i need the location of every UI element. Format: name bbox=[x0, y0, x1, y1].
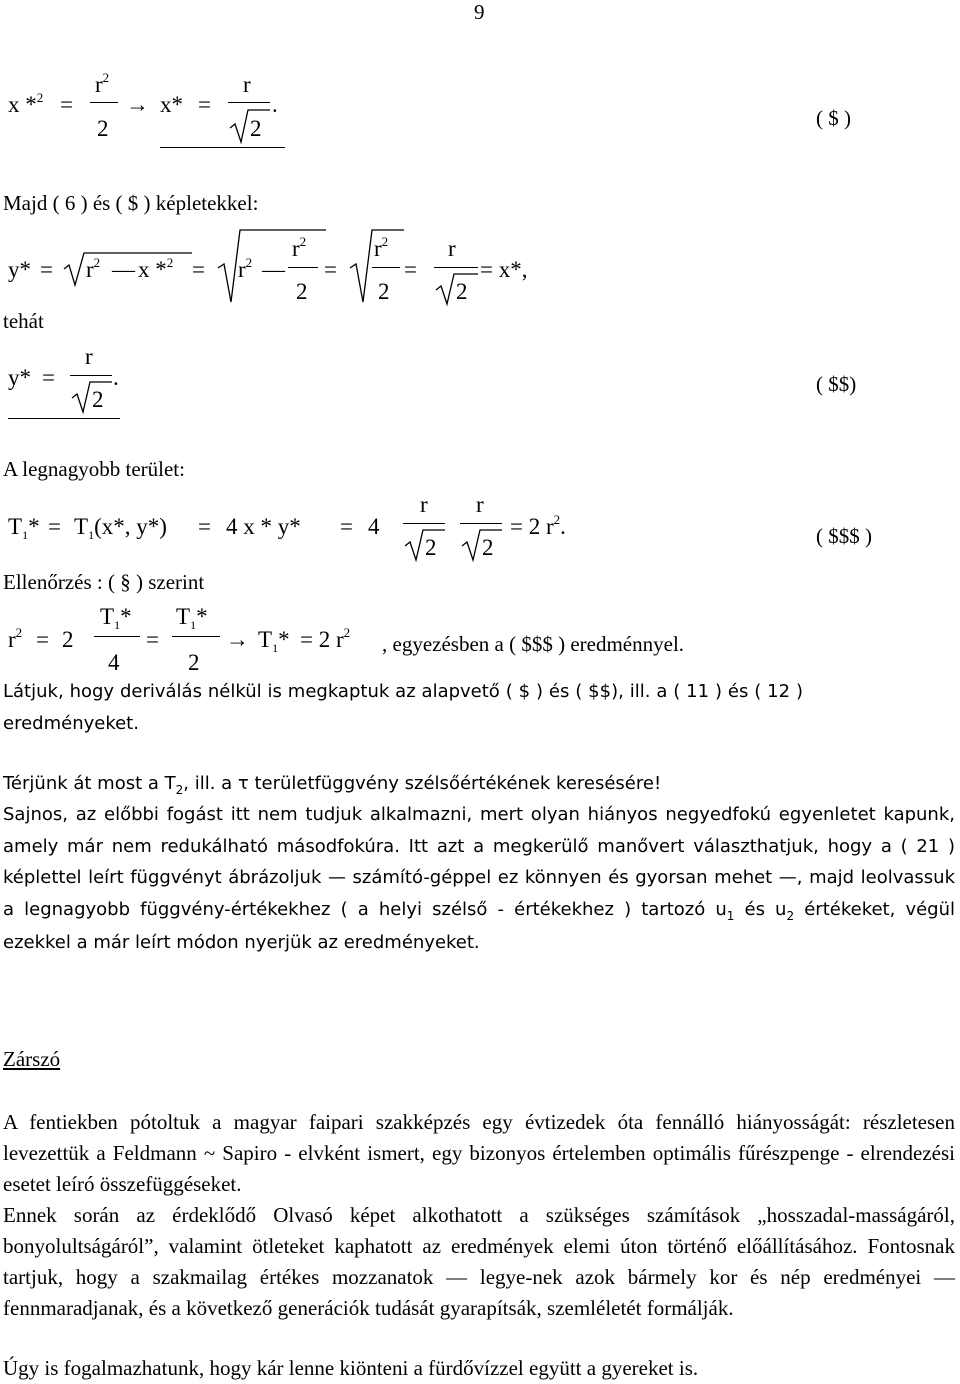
terjunk-text-1: Térjünk át most a T bbox=[3, 773, 176, 794]
eq2-frac1-exp: 2 bbox=[299, 234, 307, 249]
eq1-frac-bar bbox=[90, 102, 118, 103]
eq2-equals-2: = bbox=[192, 257, 205, 282]
eq1-equals: = bbox=[60, 92, 73, 117]
eq3-underline bbox=[8, 418, 120, 419]
itt-text-2: és u bbox=[734, 898, 787, 920]
eq1-arrow: → bbox=[126, 92, 149, 117]
eq5-arrow: → bbox=[226, 627, 249, 652]
eq5-frac2-den: 2 bbox=[188, 650, 200, 675]
eq5-frac1-star: * bbox=[120, 604, 132, 629]
eq4-t-2: T bbox=[74, 514, 89, 539]
eq4-four: 4 bbox=[368, 514, 380, 539]
eq2-frac2-bar bbox=[372, 267, 400, 268]
eq5-frac1-den: 4 bbox=[108, 650, 120, 675]
eq1-frac-bar-2 bbox=[228, 102, 270, 103]
eq5-result: = 2 r bbox=[300, 627, 344, 652]
eq4-frac2-bar bbox=[460, 523, 502, 524]
eq2-x-exp: 2 bbox=[166, 255, 174, 270]
eq2-r: r bbox=[86, 257, 94, 282]
eq3-den: 2 bbox=[92, 387, 104, 412]
eq1-den: 2 bbox=[97, 116, 109, 141]
eq4-frac1-num: r bbox=[420, 492, 428, 517]
eq2-frac3-den: 2 bbox=[456, 279, 468, 304]
eq1-exp: 2 bbox=[36, 90, 44, 105]
eq5-two: 2 bbox=[62, 627, 74, 652]
eq4-mid: 4 x * y* bbox=[226, 514, 301, 539]
eq5-star: * bbox=[278, 627, 290, 652]
eq4-equals: = bbox=[48, 514, 61, 539]
eq2-r2: r bbox=[238, 257, 246, 282]
itt-sub-1: 1 bbox=[726, 908, 735, 923]
eq5-frac1-bar bbox=[94, 636, 140, 637]
eq3-y-star: y* bbox=[8, 365, 31, 390]
sajnos-text: Sajnos, az előbbi fogást itt nem tudjuk alkalmazni, mert olyan hiányos negyedfokú egyenletet kapunk, amely már nem redukálható másodfokúra. bbox=[3, 804, 955, 857]
page-number: 9 bbox=[474, 0, 485, 24]
eq3-sqrt-sign bbox=[70, 378, 112, 418]
eq2-y-star: y* bbox=[8, 257, 31, 282]
eq5-frac2-star: * bbox=[196, 604, 208, 629]
eq4-frac2-num: r bbox=[476, 492, 484, 517]
text-tehat: tehát bbox=[3, 309, 44, 333]
paragraph-ennek: Ennek során az érdeklődő Olvasó képet alkothatott a szükséges számítások „hosszadal-masságáról, bonyolultságáról”, valamint ötleteket kaphatott az eredmények elemi úton történő előállításához. Fontosnak tartjuk, hogy a szakmailag értékes mozzanatok — legye-nek azok bármely kor és nép eredményei — fennmaradjanak, és a következő generációk tudását gyarapítsák, szemléletét formálják. bbox=[3, 1203, 955, 1320]
eq5-equals-2: = bbox=[146, 627, 159, 652]
eq2-frac2-den: 2 bbox=[378, 279, 390, 304]
eq4-equals-3: = bbox=[340, 514, 353, 539]
eq1-sqrt-sign bbox=[228, 106, 270, 146]
eq1-den2: 2 bbox=[250, 116, 262, 141]
eq1-dot: . bbox=[272, 92, 278, 117]
eq1-equals-2: = bbox=[198, 92, 211, 117]
eq4-frac1-bar bbox=[403, 523, 445, 524]
eq2-frac2-num: r bbox=[374, 236, 382, 261]
eq1-lhs: x * bbox=[8, 92, 37, 117]
paragraph-terjunk bbox=[3, 768, 955, 802]
eq2-frac3-bar bbox=[434, 267, 478, 268]
eq2-frac2-exp: 2 bbox=[381, 234, 389, 249]
eq2-equals-4: = bbox=[404, 257, 417, 282]
eq5-frac2-sub: 1 bbox=[190, 618, 197, 632]
eq2-r2-exp: 2 bbox=[245, 255, 253, 270]
heading-zarszo: Zárszó bbox=[3, 1047, 61, 1071]
terjunk-text-2: , ill. a τ területfüggvény szélsőértékének keresésére! bbox=[183, 773, 662, 794]
eq4-exp: 2 bbox=[553, 512, 561, 527]
eq4-frac2-den: 2 bbox=[482, 535, 494, 560]
itt-text-3: értékeket, végül ezekkel a már leírt módon nyerjük az eredményeket. bbox=[3, 898, 956, 953]
text-majd: Majd ( 6 ) és ( $ ) képletekkel: bbox=[3, 191, 259, 215]
eq4-result: = 2 r bbox=[510, 514, 554, 539]
eq5-exp: 2 bbox=[15, 625, 23, 640]
eq2-r-exp: 2 bbox=[93, 255, 101, 270]
paragraph-fentiek: A fentiekben pótoltuk a magyar faipari szakképzés egy évtizedek óta fennálló hiányosságát: részletesen levezettük a Feldmann ~ Sapiro - elvként ismert, egy bizonyos értelemben optimális fűrészpenge - elrendezési esetet leíró összefüggéseket. bbox=[3, 1110, 955, 1196]
eq4-star: * bbox=[28, 514, 40, 539]
itt-sub-2: 2 bbox=[786, 908, 795, 923]
itt-text-1: Itt azt a megkerülő manővert választhatjuk, hogy a ( 21 ) képlettel leírt függvényt ábrázoljuk — számító-géppel ez könnyen és gyorsan mehet —, majd leolvassuk a legnagyobb függvény-értékekhez ( a helyi szélső - értékekhez ) tartozó u bbox=[3, 835, 955, 920]
eq2-minus-2: — bbox=[262, 257, 285, 282]
eq4-sqrt-sign-1 bbox=[403, 526, 445, 566]
paragraph-latjuk: Látjuk, hogy deriválás nélkül is megkaptuk az alapvető ( $ ) és ( $$), ill. a ( 11 ) és ( 12 ) eredményeket. bbox=[3, 681, 803, 734]
eq4-dot: . bbox=[560, 514, 566, 539]
eq5-frac2-bar bbox=[172, 636, 220, 637]
eq4-sub: 1 bbox=[22, 528, 29, 542]
eq2-frac3-num: r bbox=[448, 236, 456, 261]
eq2-frac1-den: 2 bbox=[296, 279, 308, 304]
eq4-sqrt-sign-2 bbox=[460, 526, 502, 566]
eq2-frac1-bar bbox=[288, 267, 318, 268]
eq3-dot: . bbox=[113, 365, 119, 390]
eq4-sub-2: 1 bbox=[88, 528, 95, 542]
eq1-x-star: x* bbox=[160, 92, 183, 117]
terjunk-sub: 2 bbox=[175, 783, 184, 797]
eq5-tail: , egyezésben a ( $$$ ) eredménnyel. bbox=[382, 632, 685, 656]
eq1-tag: ( $ ) bbox=[816, 106, 851, 130]
eq1-num2: r bbox=[243, 72, 251, 97]
eq4-tag: ( $$$ ) bbox=[816, 524, 872, 548]
eq3-frac-bar bbox=[70, 375, 112, 376]
eq1-underline bbox=[160, 147, 285, 148]
eq5-frac1-sub: 1 bbox=[114, 618, 121, 632]
paragraph-sajnos bbox=[3, 799, 955, 959]
eq5-t: T bbox=[258, 627, 273, 652]
eq4-t: T bbox=[8, 514, 23, 539]
eq5-frac2-t: T bbox=[176, 604, 191, 629]
eq4-equals-2: = bbox=[198, 514, 211, 539]
eq4-args: (x*, y*) bbox=[94, 514, 167, 539]
text-legnagyobb-terulet: A legnagyobb terület: bbox=[3, 457, 185, 481]
eq3-num: r bbox=[85, 344, 93, 369]
eq5-frac1-t: T bbox=[100, 604, 115, 629]
eq5-r: r bbox=[8, 627, 16, 652]
eq1-num: r bbox=[95, 72, 103, 97]
eq5-equals: = bbox=[36, 627, 49, 652]
eq3-equals: = bbox=[42, 365, 55, 390]
eq5-sub: 1 bbox=[272, 641, 279, 655]
eq2-frac1-num: r bbox=[292, 236, 300, 261]
eq1-numexp: 2 bbox=[102, 70, 110, 85]
paragraph-ugy: Úgy is fogalmazhatunk, hogy kár lenne kiönteni a fürdővízzel együtt a gyereket is. bbox=[3, 1356, 699, 1380]
eq4-frac1-den: 2 bbox=[425, 535, 437, 560]
eq2-x: x * bbox=[138, 257, 167, 282]
eq2-minus: — bbox=[112, 257, 135, 282]
eq3-tag: ( $$) bbox=[816, 372, 857, 396]
text-ellenorzes: Ellenőrzés : ( § ) szerint bbox=[3, 570, 205, 594]
eq2-equals: = bbox=[40, 257, 53, 282]
eq5-result-exp: 2 bbox=[343, 625, 351, 640]
eq2-equals-3: = bbox=[324, 257, 337, 282]
eq2-end: = x*, bbox=[480, 257, 528, 282]
